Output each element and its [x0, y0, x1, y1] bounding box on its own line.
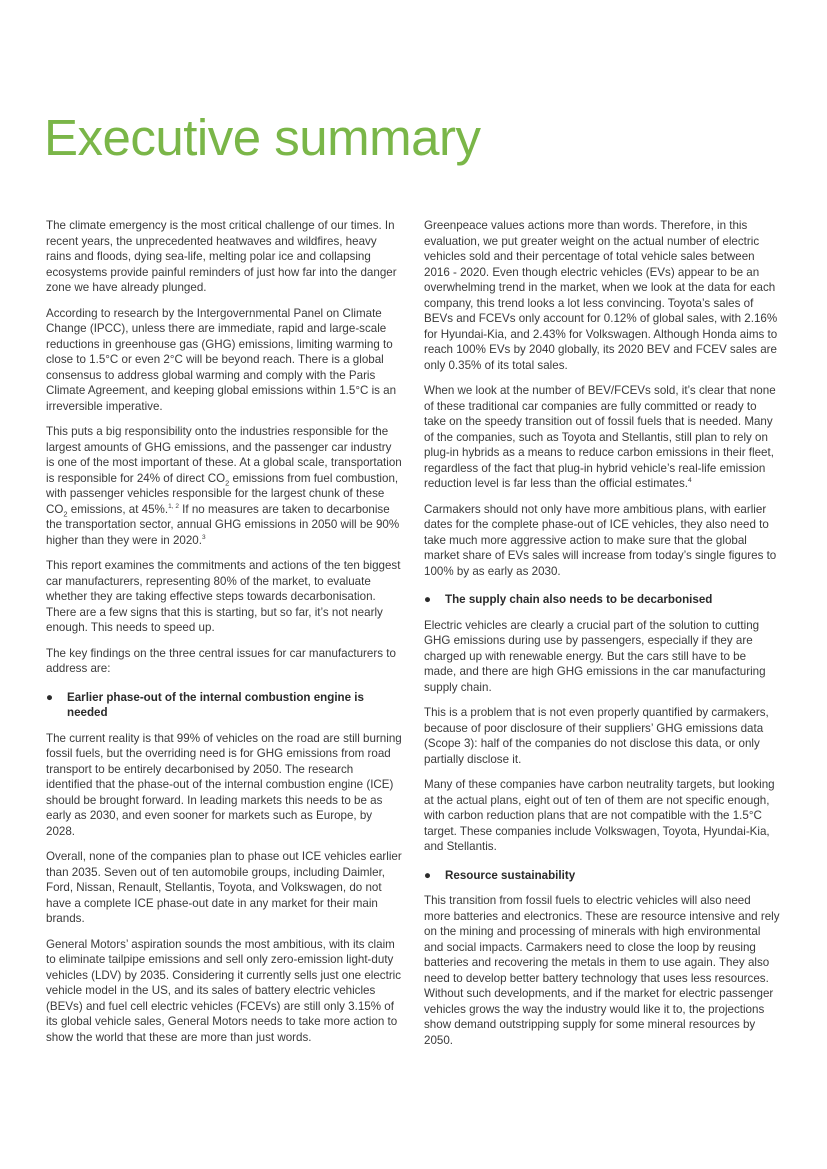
- paragraph: This report examines the commitments and actions of the ten biggest car manufacturers, representing 80% of the market, to evaluate whether they are taking effective steps towards decarbonisation. There are a few signs that this is starting, but so far, it’s not nearly enough. This needs to speed up.: [46, 559, 401, 634]
- bullet-icon: ●: [424, 868, 432, 882]
- paragraph: This transition from fossil fuels to electric vehicles will also need more batteries and electronics. These are resource intensive and rely on the mining and processing of minerals with high environmental and social impacts. Carmakers need to close the loop by reusing batteries and recovering the metals in them to use again. They also need to develop better battery technology that uses less resources. Without such developments, and if the market for electric passenger vehicles grows the way the industry would like it to, the projections show demand outstripping supply for some mineral resources by 2050.: [424, 894, 780, 1047]
- section-heading-supply-chain: [424, 592, 780, 608]
- left-column: [46, 218, 402, 1055]
- footnote-ref: 3: [201, 533, 206, 541]
- footnote-ref: 4: [688, 477, 692, 485]
- paragraph: Carmakers should not only have more ambitious plans, with earlier dates for the complete phase-out of ICE vehicles, they also need to take much more aggressive action to make sure that the global market share of EVs sales will increase from today’s single figures to 100% by as early as 2030.: [424, 502, 777, 578]
- paragraph: This puts a big responsibility onto the industries responsible for the largest amounts of GHG emissions, and the passenger car industry is one of the most important of these. At a global scale, transportation is responsible for 24% of direct $CO_2$ emissions from fuel combustion, with passenger vehicles responsible for the largest chunk of these $CO_2$ emissions, at 45%.$^{1, 2}$ If no measures are taken to decarbonise the transportation sector, annual GHG emissions in 2050 will be 90% higher than they were in 2020.$^3$: [46, 425, 402, 547]
- subscript: 2: [225, 477, 230, 487]
- paragraph: The climate emergency is the most critical challenge of our times. In recent years, the unprecedented heatwaves and wildfires, heavy rains and floods, dying sea-life, melting polar ice and collapsing ecosystems provide painful reminders of just how far into the danger zone we have already plunged.: [46, 219, 397, 294]
- bullet-icon: ●: [46, 690, 54, 704]
- page-title: Executive summary: [44, 109, 481, 166]
- section-heading-ice-phaseout: [46, 690, 402, 721]
- paragraph: This is a problem that is not even properly quantified by carmakers, because of poor disclosure of their suppliers’ GHG emissions data (Scope 3): half of the companies do not disclose this data, or only partially disclose it.: [424, 706, 769, 766]
- subscript: 2: [63, 508, 68, 518]
- section-heading-text: Earlier phase-out of the internal combustion engine is needed: [67, 690, 364, 719]
- paragraph: Many of these companies have carbon neutrality targets, but looking at the actual plans, eight out of ten of them are not specific enough, with carbon reduction plans that are not compatible with the 1.5°C target. These companies include Volkswagen, Toyota, Hyundai-Kia, and Stellantis.: [424, 778, 775, 853]
- section-heading-text: The supply chain also needs to be decarbonised: [445, 593, 713, 606]
- section-heading-text: Resource sustainability: [445, 868, 576, 882]
- right-column: [424, 218, 780, 1058]
- section-heading-resource-sustainability: [424, 868, 780, 884]
- footnote-ref: 1, 2: [168, 502, 179, 510]
- paragraph: Overall, none of the companies plan to phase out ICE vehicles earlier than 2035. Seven out of ten automobile groups, including Daimler, Ford, Nissan, Renault, Stellantis, Toyota, and Volkswagen, do not have a complete ICE phase-out date in any market for their main brands.: [46, 850, 402, 925]
- paragraph: According to research by the Intergovernmental Panel on Climate Change (IPCC), unless there are immediate, rapid and large-scale reductions in greenhouse gas (GHG) emissions, limiting warming to close to 1.5°C or even 2°C will be beyond reach. There is a global consensus to address global warming and comply with the Paris Climate Agreement, and keeping global emissions within 1.5°C is an irreversible imperative.: [46, 306, 397, 413]
- paragraph: The current reality is that 99% of vehicles on the road are still burning fossil fuels, but the overriding need is for GHG emissions from road transport to be entirely decarbonised by 2050. The research identified that the phase-out of the internal combustion engine (ICE) should be brought forward. In leading markets this needs to be as early as 2030, and even sooner for markets such as Europe, by 2028.: [46, 731, 402, 838]
- paragraph: Electric vehicles are clearly a crucial part of the solution to cutting GHG emissions during use by passengers, especially if they are charged up with renewable energy. But the cars still have to be made, and there are high GHG emissions in the car manufacturing supply chain.: [424, 618, 766, 694]
- paragraph: Greenpeace values actions more than words. Therefore, in this evaluation, we put greater weight on the actual number of electric vehicles sold and their percentage of total vehicle sales between 2016 - 2020. Even though electric vehicles (EVs) appear to be an overwhelming trend in the market, when we look at the data for each company, this trend looks a lot less convincing. Toyota’s sales of BEVs and FCEVs only account for 0.12% of global sales, with 2.16% for Hyundai-Kia, and 2.43% for Volkswagen. Although Honda aims to reach 100% EVs by 2040 globally, its 2020 BEV and FCEV sales are only 0.35% of its total sales.: [424, 219, 778, 372]
- paragraph: The key findings on the three central issues for car manufacturers to address are:: [46, 646, 396, 675]
- bullet-icon: ●: [424, 593, 432, 606]
- paragraph: When we look at the number of BEV/FCEVs sold, it’s clear that none of these traditional car companies are fully committed or ready to take on the speedy transition out of fossil fuels that is needed. Many of the companies, such as Toyota and Stellantis, still plan to rely on plug-in hybrids as a means to reduce carbon emissions in their fleet, regardless of the fact that plug-in hybrid vehicle’s real-life emission reduction level is far less than the official estimates.$^4$: [424, 384, 776, 490]
- paragraph: General Motors’ aspiration sounds the most ambitious, with its claim to eliminate tailpipe emissions and sell only zero-emission light-duty vehicles (LDV) by 2035. Considering it currently sells just one electric vehicle model in the US, and its sales of battery electric vehicles (BEVs) and fuel cell electric vehicles (FCEVs) are still only 3.15% of its global vehicle sales, General Motors needs to take more action to show the world that these are more than just words.: [46, 937, 402, 1044]
